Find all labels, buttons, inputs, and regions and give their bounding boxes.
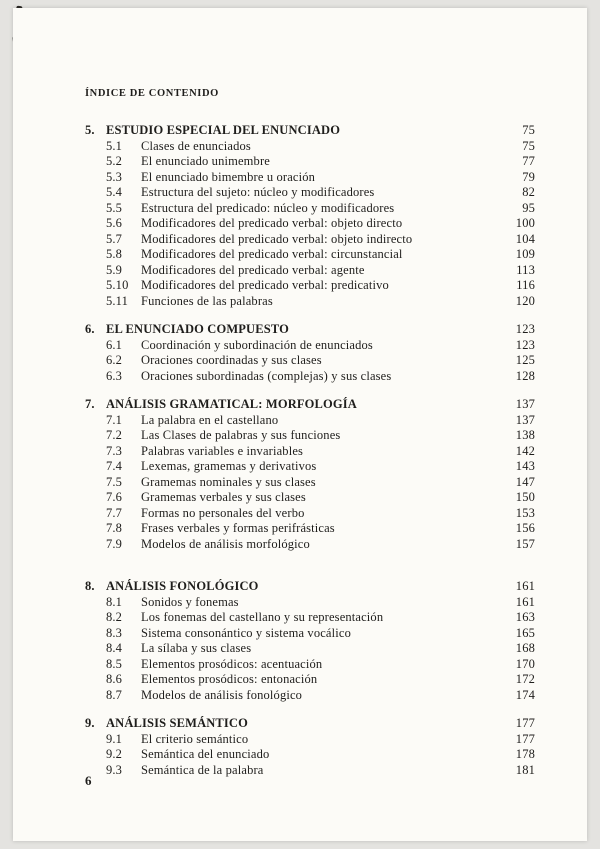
toc-entry-number: 5.3 [106,169,123,184]
toc-entry-number: 5.4 [106,185,123,199]
toc-entry-number: 7.5 [106,474,123,489]
toc-entry-title: La sílaba y sus clases [141,641,252,655]
toc-section-heading-title: ANÁLISIS SEMÁNTICO [106,716,248,730]
toc-entry [85,428,535,444]
toc-entry-page: 168 [515,641,535,655]
toc-section-heading-number: 9. [85,716,95,730]
toc-entry-number: 5.11 [106,293,129,308]
toc-entry [85,413,535,429]
toc-entry [85,294,535,310]
toc-entry-title: Modificadores del predicado verbal: objeto directo [141,216,403,230]
toc-section [85,579,535,703]
toc-entry-page: 77 [522,154,535,168]
toc-section-heading-number: 6. [85,322,95,336]
toc-section-heading-number: 5. [85,123,95,137]
toc-section-heading-title: ANÁLISIS FONOLÓGICO [106,579,259,593]
toc-section [85,123,535,309]
toc-entry-page: 178 [515,747,535,761]
toc-entry-page: 163 [515,610,535,624]
toc-entry [85,626,535,642]
toc-entry-page: 104 [515,231,535,246]
toc-entry-title: Modificadores del predicado verbal: agente [141,262,365,277]
toc-entry-number: 9.1 [106,731,123,746]
toc-entry [85,216,535,232]
toc-entry-title: Gramemas verbales y sus clases [141,490,306,504]
toc-section [85,322,535,384]
toc-entry-page: 138 [515,428,535,442]
toc-entry-number: 8.7 [106,687,123,702]
toc-section-heading-title: ANÁLISIS GRAMATICAL: MORFOLOGÍA [106,397,357,411]
toc-entry-page: 150 [515,490,535,504]
toc-entry-page: 147 [515,474,535,489]
toc-entry-page: 174 [515,687,535,702]
toc-entry-number: 5.6 [106,216,123,230]
toc-entry-title: Palabras variables e invariables [141,443,304,458]
toc-entry [85,444,535,460]
toc-section [85,397,535,552]
toc-entry-title: Modificadores del predicado verbal: objeto indirecto [141,231,413,246]
toc-entry-number: 8.2 [106,610,123,624]
toc-entry [85,747,535,763]
toc-entry [85,763,535,779]
toc-entry [85,537,535,553]
book-page [13,8,587,841]
toc-section-heading-page: 161 [515,579,535,593]
toc-entry [85,521,535,537]
toc-entry-page: 170 [515,656,535,671]
toc-entry-number: 5.1 [106,138,123,153]
toc-entry-number: 6.1 [106,337,123,352]
toc-entry-page: 137 [515,412,535,427]
toc-entry-title: Coordinación y subordinación de enunciados [141,337,373,352]
toc-entry-number: 8.6 [106,672,123,686]
toc-section [85,716,535,778]
toc-entry-page: 165 [515,625,535,640]
toc-entry [85,732,535,748]
toc-entry-title: El criterio semántico [141,731,249,746]
toc-entry-page: 156 [515,521,535,535]
toc-entry-number: 6.3 [106,368,123,383]
toc-entry [85,139,535,155]
toc-entry-page: 82 [522,185,535,199]
toc-entry [85,353,535,369]
toc-entry-number: 6.2 [106,353,123,367]
toc-entry [85,641,535,657]
toc-entry [85,459,535,475]
toc-entry-title: Modificadores del predicado verbal: predicativo [141,278,389,292]
toc-entry-number: 8.5 [106,656,123,671]
toc-entry-page: 143 [515,459,535,473]
toc-entry-page: 181 [515,762,535,777]
toc-section-heading-page: 137 [515,397,535,411]
toc-section-heading [85,397,535,413]
toc-entry [85,610,535,626]
toc-entry-number: 5.10 [106,278,129,292]
toc-entry-title: Gramemas nominales y sus clases [141,474,316,489]
toc-entry [85,232,535,248]
toc-entry-number: 5.2 [106,154,123,168]
toc-entry-title: Elementos prosódicos: acentuación [141,656,323,671]
toc-entry-page: 172 [515,672,535,686]
toc-entry-title: Semántica de la palabra [141,762,264,777]
toc-section-heading [85,322,535,338]
toc-section-heading-number: 7. [85,397,95,411]
page-header: ÍNDICE DE CONTENIDO [85,88,219,99]
toc-entry-page: 95 [522,200,535,215]
toc-entry-page: 157 [515,536,535,551]
toc-section-heading-page: 177 [515,716,535,730]
toc-entry-page: 161 [515,594,535,609]
toc-entry [85,170,535,186]
toc-entry [85,201,535,217]
toc-entry-number: 7.3 [106,443,123,458]
toc-entry-title: Sonidos y fonemas [141,594,239,609]
toc-entry-page: 116 [516,278,535,292]
toc-entry-number: 7.6 [106,490,123,504]
toc-entry [85,338,535,354]
toc-entry-page: 113 [516,262,535,277]
toc-entry-number: 9.3 [106,762,123,777]
toc-entry-page: 125 [515,353,535,367]
toc-entry [85,657,535,673]
toc-entry [85,185,535,201]
toc-entry-page: 120 [515,293,535,308]
toc-entry-number: 5.9 [106,262,123,277]
toc-entry-number: 7.1 [106,412,123,427]
toc-entry-page: 100 [515,216,535,230]
toc-entry-title: Sistema consonántico y sistema vocálico [141,625,351,640]
toc-entry-title: Formas no personales del verbo [141,505,305,520]
toc-entry-page: 177 [515,731,535,746]
toc-section-heading-title: ESTUDIO ESPECIAL DEL ENUNCIADO [106,123,341,137]
toc-entry-title: Clases de enunciados [141,138,251,153]
toc-entry-number: 5.5 [106,200,123,215]
toc-entry-title: Elementos prosódicos: entonación [141,672,318,686]
toc-entry-number: 7.8 [106,521,123,535]
toc-entry [85,263,535,279]
toc-entry [85,247,535,263]
toc-entry-title: Estructura del sujeto: núcleo y modificadores [141,185,375,199]
toc-entry-title: Frases verbales y formas perifrásticas [141,521,335,535]
toc-section-heading [85,716,535,732]
toc-entry-title: El enunciado unimembre [141,154,270,168]
table-of-contents [85,123,535,778]
toc-entry-title: Funciones de las palabras [141,293,273,308]
toc-entry [85,506,535,522]
toc-section-heading-page: 75 [522,123,535,137]
toc-entry-page: 75 [522,138,535,153]
toc-entry-page: 142 [515,443,535,458]
toc-entry-title: Las Clases de palabras y sus funciones [141,428,341,442]
toc-entry-page: 128 [515,368,535,383]
toc-entry [85,154,535,170]
toc-entry-number: 7.9 [106,536,123,551]
toc-entry-title: Oraciones coordinadas y sus clases [141,353,322,367]
toc-entry-title: Modelos de análisis morfológico [141,536,310,551]
toc-entry-title: Semántica del enunciado [141,747,270,761]
toc-entry [85,278,535,294]
toc-section-heading [85,579,535,595]
toc-entry-number: 5.8 [106,247,123,261]
toc-entry [85,475,535,491]
toc-entry-title: La palabra en el castellano [141,412,279,427]
toc-entry [85,369,535,385]
toc-entry-number: 8.1 [106,594,123,609]
toc-entry-title: Lexemas, gramemas y derivativos [141,459,317,473]
toc-entry-title: Modificadores del predicado verbal: circunstancial [141,247,403,261]
toc-entry-page: 79 [522,169,535,184]
toc-entry [85,672,535,688]
toc-entry-number: 9.2 [106,747,123,761]
toc-entry-title: El enunciado bimembre u oración [141,169,316,184]
toc-entry-title: Oraciones subordinadas (complejas) y sus clases [141,368,392,383]
toc-entry-number: 7.7 [106,505,123,520]
toc-section-heading [85,123,535,139]
toc-entry [85,595,535,611]
toc-entry-title: Modelos de análisis fonológico [141,687,303,702]
toc-entry-title: Los fonemas del castellano y su representación [141,610,384,624]
toc-entry [85,490,535,506]
toc-entry-page: 123 [515,337,535,352]
toc-section-heading-title: EL ENUNCIADO COMPUESTO [106,322,289,336]
toc-section-heading-number: 8. [85,579,95,593]
toc-entry-number: 7.4 [106,459,123,473]
toc-entry-number: 8.4 [106,641,123,655]
toc-entry-title: Estructura del predicado: núcleo y modificadores [141,200,395,215]
toc-entry [85,688,535,704]
page-number: 6 [85,773,92,788]
toc-entry-page: 109 [515,247,535,261]
toc-entry-number: 7.2 [106,428,123,442]
toc-section-heading-page: 123 [515,322,535,336]
toc-entry-number: 5.7 [106,231,123,246]
toc-entry-page: 153 [515,505,535,520]
toc-entry-number: 8.3 [106,625,123,640]
